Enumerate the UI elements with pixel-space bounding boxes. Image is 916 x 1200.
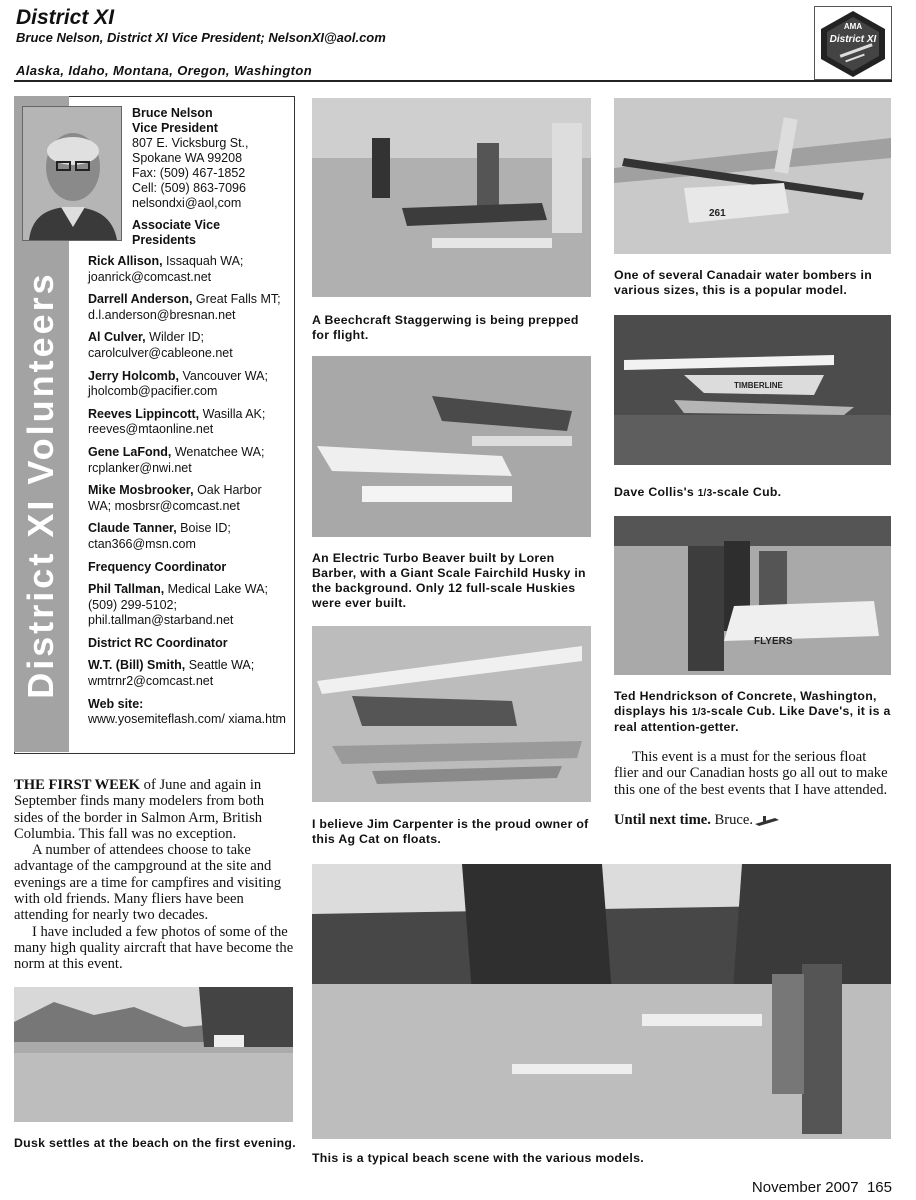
caption-cub bbox=[614, 485, 894, 501]
caption-ted bbox=[614, 689, 894, 735]
article-signoff bbox=[614, 812, 892, 828]
volunteers-vertical-title: District XI Volunteers bbox=[20, 271, 61, 699]
header-rule bbox=[14, 80, 892, 82]
volunteer-email: rcplanker@nwi.net bbox=[88, 460, 192, 475]
caption-ted-pre: Ted Hendrickson of Concrete, Washington, displays his bbox=[614, 689, 877, 718]
volunteer-entry bbox=[88, 369, 288, 400]
article-paragraph bbox=[14, 777, 294, 842]
logo-district-text: District XI bbox=[829, 34, 877, 45]
rc-heading: District RC Coordinator bbox=[88, 635, 228, 650]
article-closing bbox=[614, 749, 892, 828]
photo-dave-collis-cub bbox=[614, 315, 891, 465]
volunteer-email: joanrick@comcast.net bbox=[88, 269, 212, 284]
photo-turbo-beaver bbox=[312, 356, 591, 537]
district-subtitle: Bruce Nelson, District XI Vice President; NelsonXI@aol.com bbox=[16, 30, 386, 45]
volunteer-entry bbox=[88, 407, 288, 438]
volunteer-entry bbox=[88, 330, 288, 361]
vp-portrait-photo bbox=[22, 106, 122, 241]
web-heading: Web site: bbox=[88, 696, 144, 711]
article-p4: This event is a must for the serious float flier and our Canadian hosts go all out to make this one of the best events that I have attended. bbox=[614, 749, 888, 798]
volunteer-email: mosbrsr@comcast.net bbox=[114, 498, 240, 513]
volunteer-name: Gene LaFond, bbox=[88, 444, 172, 459]
ama-district-logo bbox=[814, 6, 892, 80]
volunteer-email: carolculver@cableone.net bbox=[88, 345, 233, 360]
article-lead: THE FIRST WEEK bbox=[14, 777, 140, 793]
web-entry bbox=[88, 697, 288, 728]
vp-name: Bruce Nelson bbox=[132, 106, 213, 120]
district-title: District XI bbox=[16, 6, 115, 29]
article-intro bbox=[14, 777, 294, 973]
photo-ag-cat bbox=[312, 626, 591, 802]
volunteer-entry bbox=[88, 483, 288, 514]
volunteer-location: Boise ID; bbox=[176, 521, 231, 536]
vp-title: Vice President bbox=[132, 121, 218, 135]
footer-issue: November 2007 bbox=[751, 1179, 859, 1196]
volunteer-email: d.l.anderson@bresnan.net bbox=[88, 307, 236, 322]
volunteer-name: Al Culver, bbox=[88, 330, 146, 345]
web-url[interactable]: www.yosemiteflash.com/ xiama.htm bbox=[88, 712, 286, 727]
caption-cub-fraction: 1/3 bbox=[697, 488, 713, 499]
ama-mini-logo-icon bbox=[755, 816, 779, 826]
district-states: Alaska, Idaho, Montana, Oregon, Washington bbox=[16, 63, 313, 78]
volunteer-name: Jerry Holcomb, bbox=[88, 368, 180, 383]
caption-beechcraft: A Beechcraft Staggerwing is being prepped for flight. bbox=[312, 313, 579, 342]
canadair-number: 261 bbox=[709, 208, 726, 219]
volunteer-location: Great Falls MT; bbox=[192, 292, 281, 307]
timberline-text: TIMBERLINE bbox=[734, 381, 783, 390]
volunteer-location: Wasilla AK; bbox=[199, 406, 266, 421]
volunteer-location: Oak Harbor WA; bbox=[88, 483, 262, 513]
article-p1: of June and again in September finds many modelers from both sides of the border in Salmon Arm, British Columbia. This fall was no exception. bbox=[14, 777, 265, 842]
freq-location: Medical Lake WA; (509) 299-5102; bbox=[88, 582, 268, 612]
caption-cub-pre: Dave Collis's bbox=[614, 485, 698, 499]
rc-location: Seattle WA; bbox=[185, 658, 255, 673]
vp-contact bbox=[132, 106, 287, 248]
volunteer-entry bbox=[88, 292, 288, 323]
freq-email: phil.tallman@starband.net bbox=[88, 613, 234, 628]
photo-beechcraft bbox=[312, 98, 591, 297]
logo-ama-text: AMA bbox=[843, 22, 863, 31]
volunteer-location: Vancouver WA; bbox=[179, 368, 268, 383]
vp-city: Spokane WA 99208 bbox=[132, 151, 243, 165]
caption-dusk: Dusk settles at the beach on the first evening. bbox=[14, 1136, 296, 1150]
caption-beach-scene: This is a typical beach scene with the various models. bbox=[312, 1151, 644, 1165]
signoff-bold: Until next time. bbox=[614, 811, 711, 828]
ama-logo-icon bbox=[815, 7, 891, 79]
volunteer-location: Wenatchee WA; bbox=[171, 444, 265, 459]
volunteer-name: Claude Tanner, bbox=[88, 521, 177, 536]
volunteer-email: ctan366@msn.com bbox=[88, 536, 196, 551]
vp-email: nelsondxi@aol,com bbox=[132, 196, 242, 210]
volunteer-location: Issaquah WA; bbox=[162, 254, 244, 268]
volunteer-email: reeves@mtaonline.net bbox=[88, 422, 214, 437]
volunteer-entry bbox=[88, 521, 288, 552]
assoc-heading: Associate Vice Presidents bbox=[132, 218, 221, 247]
volunteer-name: Reeves Lippincott, bbox=[88, 406, 200, 421]
signoff-name: Bruce. bbox=[710, 811, 754, 828]
caption-agcat: I believe Jim Carpenter is the proud owner of this Ag Cat on floats. bbox=[312, 817, 589, 846]
volunteer-email: jholcomb@pacifier.com bbox=[88, 384, 218, 399]
footer-page-number: 165 bbox=[866, 1179, 892, 1196]
vp-fax: Fax: (509) 467-1852 bbox=[132, 166, 246, 180]
article-p2: A number of attendees choose to take advantage of the campground at the site and evenings are a time for campfires and visiting with old friends. Many fliers have been attending for nearly two decades. bbox=[14, 842, 282, 924]
rc-email: wmtrnr2@comcast.net bbox=[88, 674, 214, 689]
photo-beach-scene bbox=[312, 864, 891, 1139]
caption-canadair: One of several Canadair water bombers in various sizes, this is a popular model. bbox=[614, 268, 873, 297]
vp-cell: Cell: (509) 863-7096 bbox=[132, 181, 246, 195]
vp-street: 807 E. Vicksburg St., bbox=[132, 136, 249, 150]
freq-name: Phil Tallman, bbox=[88, 582, 165, 597]
photo-canadair bbox=[614, 98, 891, 254]
freq-heading: Frequency Coordinator bbox=[88, 559, 227, 574]
rc-entry bbox=[88, 658, 288, 689]
caption-ted-fraction: 1/3 bbox=[691, 707, 707, 718]
caption-cub-post: -scale Cub. bbox=[712, 485, 782, 499]
flyers-text: FLYERS bbox=[754, 636, 793, 647]
caption-ted-post: -scale Cub. Like Dave's, it is a real attention-getter. bbox=[614, 704, 891, 734]
volunteer-location: Wilder ID; bbox=[145, 330, 205, 345]
article-p3: I have included a few photos of some of the many high quality aircraft that have become the norm at this event. bbox=[14, 923, 294, 973]
volunteer-list bbox=[88, 254, 288, 728]
freq-entry bbox=[88, 582, 288, 629]
photo-ted-hendrickson bbox=[614, 516, 891, 675]
caption-beaver: An Electric Turbo Beaver built by Loren Barber, with a Giant Scale Fairchild Husky in the background. Only 12 full-scale Huskies were ever built. bbox=[312, 551, 586, 610]
page-footer bbox=[752, 1179, 892, 1196]
photo-dusk-beach bbox=[14, 987, 293, 1122]
volunteer-name: Mike Mosbrooker, bbox=[88, 483, 194, 498]
rc-name: W.T. (Bill) Smith, bbox=[88, 658, 186, 673]
volunteer-entry bbox=[88, 445, 288, 476]
volunteer-name: Darrell Anderson, bbox=[88, 292, 193, 307]
volunteer-entry bbox=[88, 254, 288, 285]
volunteer-name: Rick Allison, bbox=[88, 254, 163, 268]
